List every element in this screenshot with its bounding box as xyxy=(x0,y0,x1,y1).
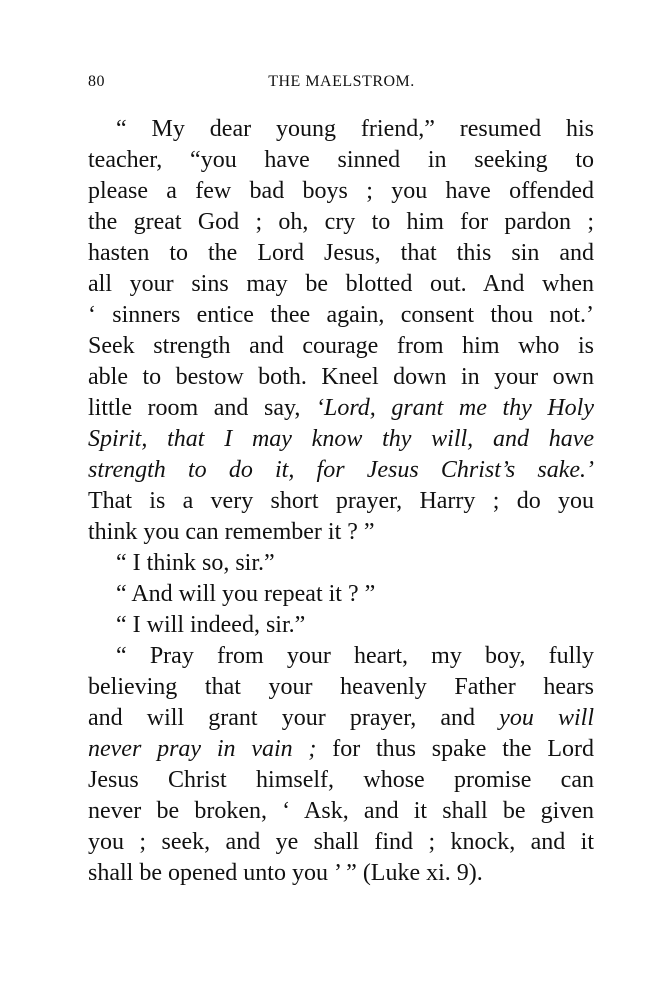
text-line xyxy=(88,424,594,455)
text-segment: little room and say, xyxy=(88,395,316,421)
text-line xyxy=(88,548,594,579)
text-segment: That is a very short prayer, Harry ; do you xyxy=(88,488,594,514)
italic-segment: Spirit, that I may know thy will, and have xyxy=(88,426,594,452)
text-line xyxy=(88,331,594,362)
text-segment: believing that your heavenly Father hears xyxy=(88,674,594,700)
text-line xyxy=(88,734,594,765)
text-line xyxy=(88,207,594,238)
text-segment: the great God ; oh, cry to him for pardon ; xyxy=(88,209,594,235)
text-line xyxy=(88,796,594,827)
text-segment: Seek strength and courage from him who is xyxy=(88,333,594,359)
text-line xyxy=(88,114,594,145)
text-line xyxy=(88,827,594,858)
text-segment: “ Pray from your heart, my boy, fully xyxy=(116,643,594,669)
text-line xyxy=(88,300,594,331)
body-text xyxy=(88,114,594,889)
text-line xyxy=(88,672,594,703)
text-line xyxy=(88,269,594,300)
text-segment: Jesus Christ himself, whose promise can xyxy=(88,767,594,793)
text-line xyxy=(88,176,594,207)
text-segment: and will grant your prayer, and xyxy=(88,705,500,731)
text-segment: ‘ sinners entice thee again, consent thou not.’ xyxy=(88,302,594,328)
text-line xyxy=(88,145,594,176)
italic-segment: you will xyxy=(499,705,594,731)
text-line xyxy=(88,579,594,610)
text-line xyxy=(88,610,594,641)
text-line xyxy=(88,238,594,269)
italic-segment: never pray in vain ; xyxy=(88,736,317,762)
text-line xyxy=(88,641,594,672)
text-segment: please a few bad boys ; you have offended xyxy=(88,178,594,204)
text-line xyxy=(88,703,594,734)
text-line xyxy=(88,393,594,424)
running-head: THE MAELSTROM. xyxy=(268,73,415,90)
page-number: 80 xyxy=(88,73,105,90)
text-segment: “ My dear young friend,” resumed his xyxy=(116,116,594,142)
page-header xyxy=(88,73,595,95)
italic-segment: ‘Lord, grant me thy Holy xyxy=(315,395,594,421)
text-segment: “ And will you repeat it ? ” xyxy=(116,581,376,607)
text-line xyxy=(88,517,594,548)
text-segment: you ; seek, and ye shall find ; knock, and it xyxy=(88,829,594,855)
text-segment: think you can remember it ? ” xyxy=(88,519,375,545)
text-segment: teacher, “you have sinned in seeking to xyxy=(88,147,594,173)
text-line xyxy=(88,455,594,486)
text-line xyxy=(88,765,594,796)
italic-segment: strength to do it, for Jesus Christ’s sake.’ xyxy=(88,457,594,483)
text-line xyxy=(88,858,594,889)
text-segment: “ I think so, sir.” xyxy=(116,550,275,576)
text-segment: hasten to the Lord Jesus, that this sin and xyxy=(88,240,594,266)
text-segment: able to bestow both. Kneel down in your own xyxy=(88,364,594,390)
text-line xyxy=(88,486,594,517)
text-segment: shall be opened unto you ’ ” (Luke xi. 9). xyxy=(88,860,483,886)
text-segment: “ I will indeed, sir.” xyxy=(116,612,306,638)
text-segment: never be broken, ‘ Ask, and it shall be given xyxy=(88,798,594,824)
text-segment: all your sins may be blotted out. And when xyxy=(88,271,594,297)
text-line xyxy=(88,362,594,393)
text-segment: for thus spake the Lord xyxy=(316,736,594,762)
